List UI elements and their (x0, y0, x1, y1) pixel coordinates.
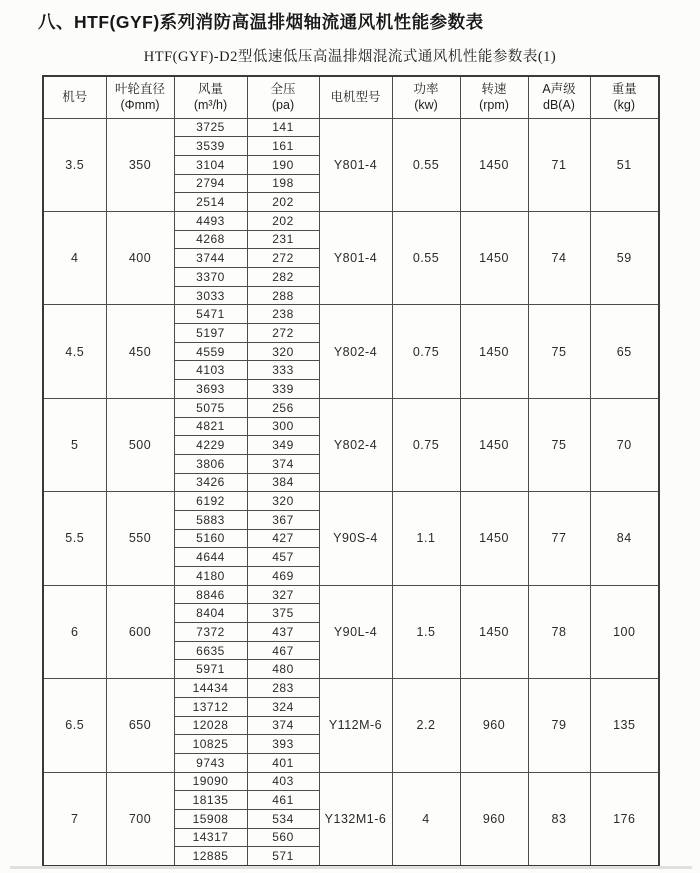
air-volume-cell: 2514 (174, 193, 247, 212)
air-volume-cell: 12028 (174, 716, 247, 735)
col-header-label: 全压 (270, 82, 296, 96)
fan-performance-table (42, 75, 660, 867)
speed-cell: 1450 (460, 398, 528, 491)
air-volume-cell: 3370 (174, 268, 247, 287)
total-pressure-cell: 272 (247, 324, 319, 343)
speed-cell: 1450 (460, 585, 528, 678)
motor-model-cell: Y112M-6 (319, 679, 392, 772)
air-volume-cell: 15908 (174, 809, 247, 828)
total-pressure-cell: 300 (247, 417, 319, 436)
col-header-label: 叶轮直径 (114, 82, 165, 96)
air-volume-cell: 7372 (174, 623, 247, 642)
motor-model-cell: Y802-4 (319, 305, 392, 398)
machine-no-cell: 6.5 (43, 679, 106, 772)
col-header-label: A声级 (542, 82, 576, 96)
power-cell: 2.2 (392, 679, 460, 772)
weight-cell: 51 (590, 118, 659, 211)
impeller-diameter-cell: 500 (106, 398, 174, 491)
sound-level-cell: 79 (528, 679, 590, 772)
machine-no-cell: 6 (43, 585, 106, 678)
air-volume-cell: 5883 (174, 510, 247, 529)
header-row (43, 76, 659, 118)
machine-no-cell: 4.5 (43, 305, 106, 398)
col-header-unit: (Φmm) (120, 98, 160, 113)
total-pressure-cell: 461 (247, 791, 319, 810)
impeller-diameter-cell: 450 (106, 305, 174, 398)
air-volume-cell: 19090 (174, 772, 247, 791)
total-pressure-cell: 198 (247, 174, 319, 193)
col-header-motor-model (319, 76, 392, 118)
group-row-first (43, 492, 659, 511)
col-header-speed (460, 76, 528, 118)
speed-cell: 1450 (460, 211, 528, 304)
speed-cell: 1450 (460, 305, 528, 398)
power-cell: 0.75 (392, 398, 460, 491)
total-pressure-cell: 320 (247, 492, 319, 511)
total-pressure-cell: 403 (247, 772, 319, 791)
impeller-diameter-cell: 700 (106, 772, 174, 865)
air-volume-cell: 5160 (174, 529, 247, 548)
weight-cell: 70 (590, 398, 659, 491)
air-volume-cell: 4821 (174, 417, 247, 436)
sound-level-cell: 78 (528, 585, 590, 678)
sound-level-cell: 83 (528, 772, 590, 865)
table-body (43, 118, 659, 866)
sound-level-cell: 77 (528, 492, 590, 585)
motor-model-cell: Y90S-4 (319, 492, 392, 585)
total-pressure-cell: 339 (247, 380, 319, 399)
motor-model-cell: Y802-4 (319, 398, 392, 491)
impeller-diameter-cell: 550 (106, 492, 174, 585)
speed-cell: 1450 (460, 118, 528, 211)
machine-no-cell: 7 (43, 772, 106, 865)
weight-cell: 100 (590, 585, 659, 678)
total-pressure-cell: 571 (247, 847, 319, 866)
air-volume-cell: 12885 (174, 847, 247, 866)
total-pressure-cell: 560 (247, 828, 319, 847)
air-volume-cell: 3104 (174, 155, 247, 174)
air-volume-cell: 5075 (174, 398, 247, 417)
total-pressure-cell: 437 (247, 623, 319, 642)
total-pressure-cell: 384 (247, 473, 319, 492)
total-pressure-cell: 349 (247, 436, 319, 455)
air-volume-cell: 4559 (174, 342, 247, 361)
total-pressure-cell: 374 (247, 716, 319, 735)
col-header-weight (590, 76, 659, 118)
col-header-unit: (m³/h) (193, 98, 228, 113)
col-header-label: 电机型号 (330, 90, 381, 105)
air-volume-cell: 3744 (174, 249, 247, 268)
group-row-first (43, 398, 659, 417)
total-pressure-cell: 480 (247, 660, 319, 679)
total-pressure-cell: 283 (247, 679, 319, 698)
col-header-unit: dB(A) (543, 98, 575, 113)
total-pressure-cell: 288 (247, 286, 319, 305)
air-volume-cell: 4268 (174, 230, 247, 249)
power-cell: 4 (392, 772, 460, 865)
col-header-unit: (kg) (613, 98, 636, 113)
col-header-impeller-diameter (106, 76, 174, 118)
speed-cell: 1450 (460, 492, 528, 585)
total-pressure-cell: 367 (247, 510, 319, 529)
total-pressure-cell: 320 (247, 342, 319, 361)
total-pressure-cell: 202 (247, 211, 319, 230)
motor-model-cell: Y801-4 (319, 211, 392, 304)
page-title: 八、HTF(GYF)系列消防高温排烟轴流通风机性能参数表 (38, 12, 484, 32)
weight-cell: 176 (590, 772, 659, 865)
col-header-label: 风量 (197, 82, 223, 96)
col-header-unit: (rpm) (479, 98, 509, 113)
group-row-first (43, 772, 659, 791)
total-pressure-cell: 190 (247, 155, 319, 174)
total-pressure-cell: 327 (247, 585, 319, 604)
table-subtitle: HTF(GYF)-D2型低速低压高温排烟混流式通风机性能参数表(1) (143, 49, 557, 65)
air-volume-cell: 3426 (174, 473, 247, 492)
sound-level-cell: 74 (528, 211, 590, 304)
air-volume-cell: 6635 (174, 641, 247, 660)
group-row-first (43, 118, 659, 137)
motor-model-cell: Y132M1-6 (319, 772, 392, 865)
group-row-first (43, 305, 659, 324)
weight-cell: 84 (590, 492, 659, 585)
motor-model-cell: Y801-4 (319, 118, 392, 211)
machine-no-cell: 4 (43, 211, 106, 304)
power-cell: 0.55 (392, 211, 460, 304)
total-pressure-cell: 238 (247, 305, 319, 324)
group-row-first (43, 211, 659, 230)
total-pressure-cell: 324 (247, 697, 319, 716)
power-cell: 1.5 (392, 585, 460, 678)
total-pressure-cell: 375 (247, 604, 319, 623)
weight-cell: 65 (590, 305, 659, 398)
total-pressure-cell: 231 (247, 230, 319, 249)
motor-model-cell: Y90L-4 (319, 585, 392, 678)
air-volume-cell: 4180 (174, 567, 247, 586)
air-volume-cell: 4493 (174, 211, 247, 230)
total-pressure-cell: 161 (247, 137, 319, 156)
weight-cell: 135 (590, 679, 659, 772)
air-volume-cell: 3539 (174, 137, 247, 156)
air-volume-cell: 3693 (174, 380, 247, 399)
air-volume-cell: 4103 (174, 361, 247, 380)
impeller-diameter-cell: 650 (106, 679, 174, 772)
total-pressure-cell: 401 (247, 753, 319, 772)
total-pressure-cell: 467 (247, 641, 319, 660)
air-volume-cell: 2794 (174, 174, 247, 193)
power-cell: 1.1 (392, 492, 460, 585)
power-cell: 0.55 (392, 118, 460, 211)
impeller-diameter-cell: 350 (106, 118, 174, 211)
total-pressure-cell: 272 (247, 249, 319, 268)
air-volume-cell: 4229 (174, 436, 247, 455)
group-row-first (43, 679, 659, 698)
air-volume-cell: 10825 (174, 735, 247, 754)
col-header-air-volume (174, 76, 247, 118)
col-header-label: 转速 (481, 82, 507, 96)
sound-level-cell: 75 (528, 398, 590, 491)
sound-level-cell: 71 (528, 118, 590, 211)
total-pressure-cell: 393 (247, 735, 319, 754)
air-volume-cell: 5197 (174, 324, 247, 343)
total-pressure-cell: 374 (247, 454, 319, 473)
air-volume-cell: 4644 (174, 548, 247, 567)
total-pressure-cell: 333 (247, 361, 319, 380)
col-header-total-pressure (247, 76, 319, 118)
total-pressure-cell: 469 (247, 567, 319, 586)
speed-cell: 960 (460, 679, 528, 772)
machine-no-cell: 5.5 (43, 492, 106, 585)
col-header-unit: (pa) (271, 98, 295, 113)
col-header-label: 机号 (62, 90, 88, 105)
impeller-diameter-cell: 400 (106, 211, 174, 304)
col-header-label: 功率 (413, 82, 439, 96)
total-pressure-cell: 427 (247, 529, 319, 548)
total-pressure-cell: 202 (247, 193, 319, 212)
air-volume-cell: 3806 (174, 454, 247, 473)
machine-no-cell: 3.5 (43, 118, 106, 211)
air-volume-cell: 13712 (174, 697, 247, 716)
total-pressure-cell: 534 (247, 809, 319, 828)
air-volume-cell: 3725 (174, 118, 247, 137)
group-row-first (43, 585, 659, 604)
air-volume-cell: 8404 (174, 604, 247, 623)
air-volume-cell: 5971 (174, 660, 247, 679)
col-header-machine-no (43, 76, 106, 118)
impeller-diameter-cell: 600 (106, 585, 174, 678)
col-header-unit: (kw) (414, 98, 438, 113)
total-pressure-cell: 141 (247, 118, 319, 137)
air-volume-cell: 18135 (174, 791, 247, 810)
col-header-sound-level (528, 76, 590, 118)
air-volume-cell: 3033 (174, 286, 247, 305)
weight-cell: 59 (590, 211, 659, 304)
machine-no-cell: 5 (43, 398, 106, 491)
page-bottom-rule (10, 866, 692, 869)
air-volume-cell: 5471 (174, 305, 247, 324)
speed-cell: 960 (460, 772, 528, 865)
air-volume-cell: 9743 (174, 753, 247, 772)
air-volume-cell: 8846 (174, 585, 247, 604)
power-cell: 0.75 (392, 305, 460, 398)
air-volume-cell: 6192 (174, 492, 247, 511)
sound-level-cell: 75 (528, 305, 590, 398)
col-header-power (392, 76, 460, 118)
table-header (43, 76, 659, 118)
air-volume-cell: 14317 (174, 828, 247, 847)
air-volume-cell: 14434 (174, 679, 247, 698)
total-pressure-cell: 256 (247, 398, 319, 417)
total-pressure-cell: 457 (247, 548, 319, 567)
col-header-label: 重量 (611, 82, 637, 96)
total-pressure-cell: 282 (247, 268, 319, 287)
